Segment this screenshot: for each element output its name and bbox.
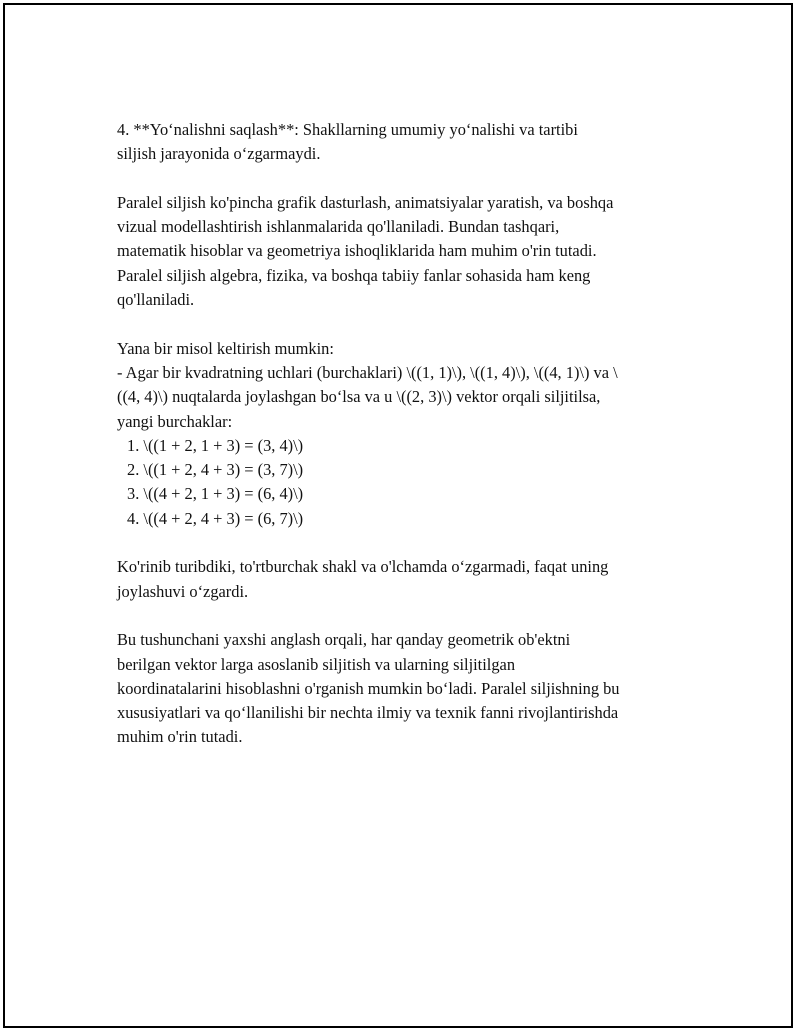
text-line: muhim o'rin tutadi. xyxy=(117,727,243,747)
text-line: matematik hisoblar va geometriya ishoqliklarida ham muhim o'rin tutadi. xyxy=(117,241,597,261)
text-line: Yana bir misol keltirish mumkin: xyxy=(117,338,334,358)
text-line: Paralel siljish ko'pincha grafik dasturlash, animatsiyalar yaratish, va boshqa xyxy=(117,192,614,212)
text-line: Ko'rinib turibdiki, to'rtburchak shakl va o'lchamda o‘zgarmadi, faqat uning xyxy=(117,557,609,577)
paragraph-applications xyxy=(117,191,697,312)
text-line: qo'llaniladi. xyxy=(117,290,195,310)
text-line: siljish jarayonida o‘zgarmaydi. xyxy=(117,144,321,164)
paragraph-direction-preserved xyxy=(117,118,697,167)
text-line: - Agar bir kvadratning uchlari (burchaklari) \((1, 1)\), \((1, 4)\), \((4, 1)\) va \ xyxy=(117,362,618,382)
list-item: 3. \((4 + 2, 1 + 3) = (6, 4)\) xyxy=(127,484,304,504)
text-line: vizual modellashtirish ishlanmalarida qo'llaniladi. Bundan tashqari, xyxy=(117,217,560,237)
text-line: ((4, 4)\) nuqtalarda joylashgan bo‘lsa va u \((2, 3)\) vektor orqali siljitilsa, xyxy=(117,387,601,407)
paragraph-example xyxy=(117,337,697,531)
text-line: Bu tushunchani yaxshi anglash orqali, har qanday geometrik ob'ektni xyxy=(117,630,571,650)
text-line: joylashuvi o‘zgardi. xyxy=(117,581,249,601)
list-item: 2. \((1 + 2, 4 + 3) = (3, 7)\) xyxy=(127,460,304,480)
paragraph-summary xyxy=(117,628,697,749)
paragraph-conclusion-shape xyxy=(117,555,697,604)
text-line: yangi burchaklar: xyxy=(117,411,233,431)
list-item: 4. \((4 + 2, 4 + 3) = (6, 7)\) xyxy=(127,508,304,528)
text-line: koordinatalarini hisoblashni o'rganish mumkin bo‘ladi. Paralel siljishning bu xyxy=(117,678,620,698)
text-line: xususiyatlari va qo‘llanilishi bir nechta ilmiy va texnik fanni rivojlantirishda xyxy=(117,703,619,723)
text-line: berilgan vektor larga asoslanib siljitish va ularning siljitilgan xyxy=(117,654,516,674)
text-line: 4. **Yo‘nalishni saqlash**: Shakllarning umumiy yo‘nalishi va tartibi xyxy=(117,120,578,139)
text-line: Paralel siljish algebra, fizika, va boshqa tabiiy fanlar sohasida ham keng xyxy=(117,265,591,285)
list-item: 1. \((1 + 2, 1 + 3) = (3, 4)\) xyxy=(127,435,304,455)
document-body xyxy=(117,118,697,774)
